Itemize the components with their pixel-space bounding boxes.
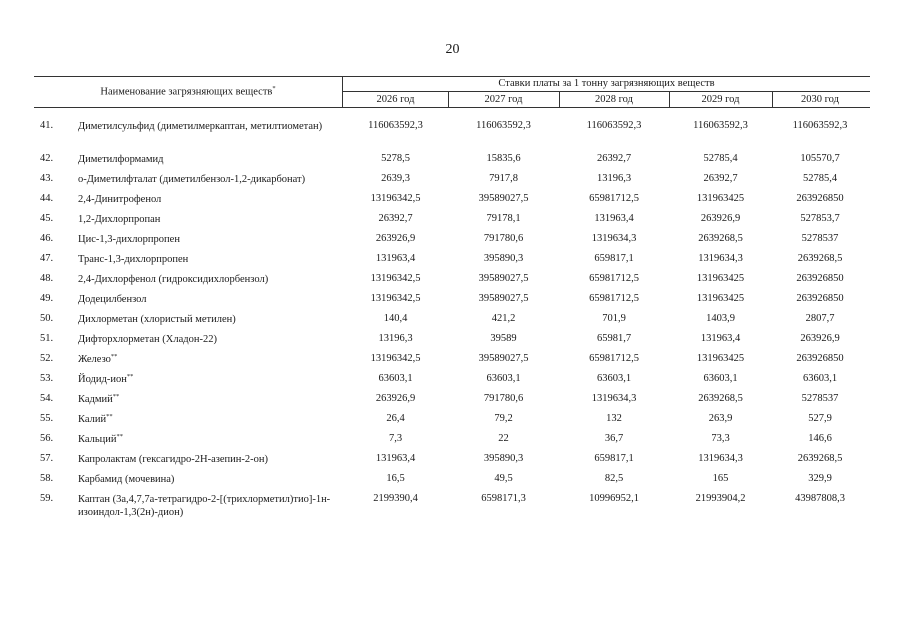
rate-value-2028: 65981,7 xyxy=(596,333,632,344)
rate-value-2027: 39589027,5 xyxy=(478,353,529,364)
table-row xyxy=(0,288,905,308)
row-number: 48. xyxy=(40,273,54,284)
rate-value-2026: 63603,1 xyxy=(378,373,413,384)
rate-value-2028: 1319634,3 xyxy=(591,233,637,244)
row-number: 51. xyxy=(40,333,54,344)
rate-value-2030: 263926,9 xyxy=(800,333,840,344)
rate-value-2026: 131963,4 xyxy=(375,253,416,264)
rate-value-2030: 263926850 xyxy=(796,353,844,364)
rate-value-2027: 63603,1 xyxy=(486,373,521,384)
rate-value-2029: 1319634,3 xyxy=(698,253,743,264)
substance-name xyxy=(78,173,340,186)
table-row xyxy=(0,168,905,188)
year-header-2026: 2026 год xyxy=(376,94,415,105)
rate-value-2027: 395890,3 xyxy=(483,253,524,264)
rate-value-2028: 10996952,1 xyxy=(589,493,639,504)
rate-value-2030: 2639268,5 xyxy=(797,253,843,264)
rate-value-2027: 39589 xyxy=(490,333,517,344)
substance-name-text: Транс-1,3-дихлорпропен xyxy=(78,254,189,265)
row-number: 41. xyxy=(40,120,54,131)
rate-value-2026: 116063592,3 xyxy=(368,120,423,131)
table-row xyxy=(0,448,905,468)
rate-value-2029: 165 xyxy=(712,473,729,484)
row-number: 56. xyxy=(40,433,54,444)
header-bottom-rule xyxy=(34,107,870,108)
rate-value-2026: 2639,3 xyxy=(381,173,410,184)
rate-value-2026: 13196342,5 xyxy=(370,353,421,364)
substance-name xyxy=(78,353,340,366)
row-number: 55. xyxy=(40,413,54,424)
rate-value-2028: 659817,1 xyxy=(594,253,634,264)
rate-value-2028: 26392,7 xyxy=(596,153,632,164)
table-row xyxy=(0,228,905,248)
table-row xyxy=(0,348,905,368)
rate-value-2026: 13196,3 xyxy=(378,333,413,344)
footnote-mark: ** xyxy=(126,373,134,380)
rate-value-2029: 63603,1 xyxy=(703,373,738,384)
rate-value-2028: 65981712,5 xyxy=(589,353,639,364)
substance-name-text: Карбамид (мочевина) xyxy=(78,474,175,485)
rate-value-2026: 2199390,4 xyxy=(373,493,418,504)
substance-name xyxy=(78,413,340,426)
footnote-mark: ** xyxy=(106,413,113,420)
rates-header: Ставки платы за 1 тонну загрязняющих веществ xyxy=(498,78,715,89)
rate-value-2030: 263926850 xyxy=(796,293,844,304)
rate-value-2029: 263926,9 xyxy=(700,213,741,224)
substance-name xyxy=(78,273,340,286)
rate-value-2026: 16,5 xyxy=(386,473,405,484)
rate-value-2027: 79178,1 xyxy=(486,213,521,224)
rate-value-2026: 263926,9 xyxy=(375,233,416,244)
substance-name-text: Капролактам (гексагидро-2Н-азепин-2-он) xyxy=(78,454,269,465)
rate-value-2028: 659817,1 xyxy=(594,453,634,464)
substance-name xyxy=(78,373,340,386)
row-number: 54. xyxy=(40,393,54,404)
substance-name-text: Диметилсульфид (диметилмеркаптан, метилтиометан) xyxy=(78,121,323,132)
substance-name xyxy=(78,473,340,486)
row-number: 43. xyxy=(40,173,54,184)
rate-value-2029: 1319634,3 xyxy=(698,453,743,464)
row-number: 52. xyxy=(40,353,54,364)
substance-name xyxy=(78,233,340,246)
rate-value-2028: 65981712,5 xyxy=(589,273,639,284)
year-header-2028: 2028 год xyxy=(595,94,633,105)
substance-name xyxy=(78,293,340,306)
rate-value-2027: 39589027,5 xyxy=(478,293,529,304)
rate-value-2029: 2639268,5 xyxy=(698,233,743,244)
row-number: 49. xyxy=(40,293,54,304)
table-row xyxy=(0,488,905,521)
rate-value-2029: 1403,9 xyxy=(706,313,735,324)
row-number: 42. xyxy=(40,153,54,164)
rate-value-2026: 26,4 xyxy=(386,413,405,424)
row-number: 50. xyxy=(40,313,54,324)
rate-value-2030: 52785,4 xyxy=(802,173,838,184)
footnote-mark: ** xyxy=(110,353,118,360)
substance-name xyxy=(78,453,340,466)
substance-name-text: Каптан (3а,4,7,7а-тетрагидро-2-[(трихлорметил)тио]-1н-изоиндол-1,3(2н)-дион) xyxy=(78,494,331,518)
row-number: 46. xyxy=(40,233,54,244)
substance-name-text: 2,4-Динитрофенол xyxy=(78,194,162,205)
substance-name xyxy=(78,193,340,206)
year-header-2027: 2027 год xyxy=(484,94,523,105)
rate-value-2027: 39589027,5 xyxy=(478,273,529,284)
rate-value-2027: 22 xyxy=(498,433,509,444)
rate-value-2029: 26392,7 xyxy=(703,173,738,184)
substance-name xyxy=(78,213,340,226)
substance-name-text: 2,4-Дихлорфенол (гидроксидихлорбензол) xyxy=(78,274,269,285)
row-number: 47. xyxy=(40,253,54,264)
substance-name xyxy=(78,393,340,406)
rate-value-2029: 116063592,3 xyxy=(693,120,748,131)
substance-name-text: Кальций xyxy=(78,434,117,445)
header-footnote-mark: * xyxy=(272,85,276,92)
rate-value-2030: 527853,7 xyxy=(800,213,840,224)
substance-name-text: 1,2-Дихлорпропан xyxy=(78,214,161,225)
table-row xyxy=(0,408,905,428)
table-row xyxy=(0,388,905,408)
pollutant-rate-table-body xyxy=(0,115,905,521)
rate-value-2027: 6598171,3 xyxy=(481,493,526,504)
rate-value-2026: 13196342,5 xyxy=(370,193,421,204)
rate-value-2030: 116063592,3 xyxy=(792,120,848,131)
rate-value-2027: 116063592,3 xyxy=(476,120,531,131)
rate-value-2030: 43987808,3 xyxy=(795,493,845,504)
rate-value-2028: 701,9 xyxy=(602,313,626,324)
year-header-2030: 2030 год xyxy=(801,94,839,105)
rate-value-2027: 79,2 xyxy=(494,413,513,424)
rate-value-2030: 63603,1 xyxy=(802,373,838,384)
row-number: 57. xyxy=(40,453,54,464)
rate-value-2028: 13196,3 xyxy=(596,173,632,184)
table-top-rule xyxy=(34,76,870,77)
year-header-2029: 2029 год xyxy=(701,94,740,105)
rate-value-2030: 105570,7 xyxy=(800,153,840,164)
rate-value-2026: 5278,5 xyxy=(381,153,410,164)
table-row xyxy=(0,308,905,328)
row-number: 45. xyxy=(40,213,54,224)
rate-value-2027: 15835,6 xyxy=(486,153,521,164)
rate-value-2027: 7917,8 xyxy=(489,173,518,184)
substance-name xyxy=(78,333,340,346)
rate-value-2029: 131963425 xyxy=(696,353,745,364)
footnote-mark: ** xyxy=(116,433,124,440)
rate-value-2027: 791780,6 xyxy=(483,393,524,404)
rate-value-2026: 140,4 xyxy=(383,313,408,324)
rate-value-2027: 49,5 xyxy=(494,473,513,484)
substance-name-text: Додецилбензол xyxy=(78,294,147,305)
substance-name xyxy=(78,153,340,166)
rate-value-2028: 131963,4 xyxy=(594,213,634,224)
substance-name-text: Йодид-ион xyxy=(78,374,127,385)
rate-value-2027: 791780,6 xyxy=(483,233,524,244)
page-number: 20 xyxy=(445,42,460,57)
rate-value-2027: 39589027,5 xyxy=(478,193,529,204)
table-row xyxy=(0,328,905,348)
row-number: 58. xyxy=(40,473,54,484)
row-number: 44. xyxy=(40,193,54,204)
substance-name-text: Диметилформамид xyxy=(78,154,164,165)
rate-value-2028: 132 xyxy=(606,413,622,424)
rate-value-2030: 329,9 xyxy=(808,473,832,484)
rate-value-2030: 527,9 xyxy=(808,413,832,424)
rate-value-2028: 65981712,5 xyxy=(589,193,639,204)
rate-value-2028: 36,7 xyxy=(604,433,624,444)
rate-value-2028: 63603,1 xyxy=(596,373,632,384)
rate-value-2026: 13196342,5 xyxy=(370,273,421,284)
footnote-mark: ** xyxy=(112,393,120,400)
table-row xyxy=(0,248,905,268)
table-row xyxy=(0,428,905,448)
substance-name xyxy=(78,493,340,519)
rate-value-2026: 26392,7 xyxy=(378,213,413,224)
rate-value-2029: 52785,4 xyxy=(703,153,738,164)
rate-value-2030: 2639268,5 xyxy=(797,453,843,464)
year-header-rule xyxy=(343,91,870,92)
table-row xyxy=(0,188,905,208)
rate-value-2028: 1319634,3 xyxy=(591,393,637,404)
rate-value-2030: 146,6 xyxy=(808,433,832,444)
table-row xyxy=(0,208,905,228)
substance-name-text: Цис-1,3-дихлорпропен xyxy=(78,234,180,245)
table-row xyxy=(0,148,905,168)
table-row xyxy=(0,468,905,488)
rate-value-2028: 65981712,5 xyxy=(589,293,639,304)
rate-value-2030: 5278537 xyxy=(801,393,839,404)
rate-value-2030: 2807,7 xyxy=(805,313,835,324)
rate-value-2029: 131963425 xyxy=(696,193,745,204)
rate-value-2027: 421,2 xyxy=(491,313,516,324)
table-row xyxy=(0,115,905,148)
rate-value-2029: 263,9 xyxy=(708,413,733,424)
rate-value-2030: 5278537 xyxy=(801,233,839,244)
substance-name xyxy=(78,253,340,266)
table-row xyxy=(0,368,905,388)
row-number: 59. xyxy=(40,493,54,504)
table-row xyxy=(0,268,905,288)
rate-value-2026: 7,3 xyxy=(388,433,403,444)
substance-name xyxy=(78,120,340,133)
substance-name xyxy=(78,313,340,326)
rate-value-2029: 131963,4 xyxy=(700,333,741,344)
rate-value-2026: 263926,9 xyxy=(375,393,416,404)
rate-value-2029: 131963425 xyxy=(696,273,745,284)
substance-name-text: Дихлорметан (хлористый метилен) xyxy=(78,314,236,325)
substance-name-text: Калий xyxy=(78,414,107,425)
substance-name xyxy=(78,433,340,446)
substance-name-header-text: Наименование загрязняющих веществ xyxy=(100,86,273,98)
rate-value-2029: 73,3 xyxy=(711,433,730,444)
rate-value-2029: 2639268,5 xyxy=(698,393,743,404)
rate-value-2027: 395890,3 xyxy=(483,453,524,464)
substance-name-text: Железо xyxy=(78,354,111,365)
rate-value-2026: 13196342,5 xyxy=(370,293,421,304)
rate-value-2030: 263926850 xyxy=(796,193,844,204)
row-number: 53. xyxy=(40,373,54,384)
substance-name-text: Дифторхлорметан (Хладон-22) xyxy=(78,334,217,345)
rate-value-2029: 21993904,2 xyxy=(695,493,746,504)
rate-value-2026: 131963,4 xyxy=(375,453,416,464)
rate-value-2030: 263926850 xyxy=(796,273,844,284)
rate-value-2028: 116063592,3 xyxy=(586,120,642,131)
rate-value-2029: 131963425 xyxy=(696,293,745,304)
rate-value-2028: 82,5 xyxy=(604,473,624,484)
substance-name-text: о-Диметилфталат (диметилбензол-1,2-дикарбонат) xyxy=(78,174,306,185)
substance-name-text: Кадмий xyxy=(78,394,113,405)
substance-name-header xyxy=(34,85,342,98)
